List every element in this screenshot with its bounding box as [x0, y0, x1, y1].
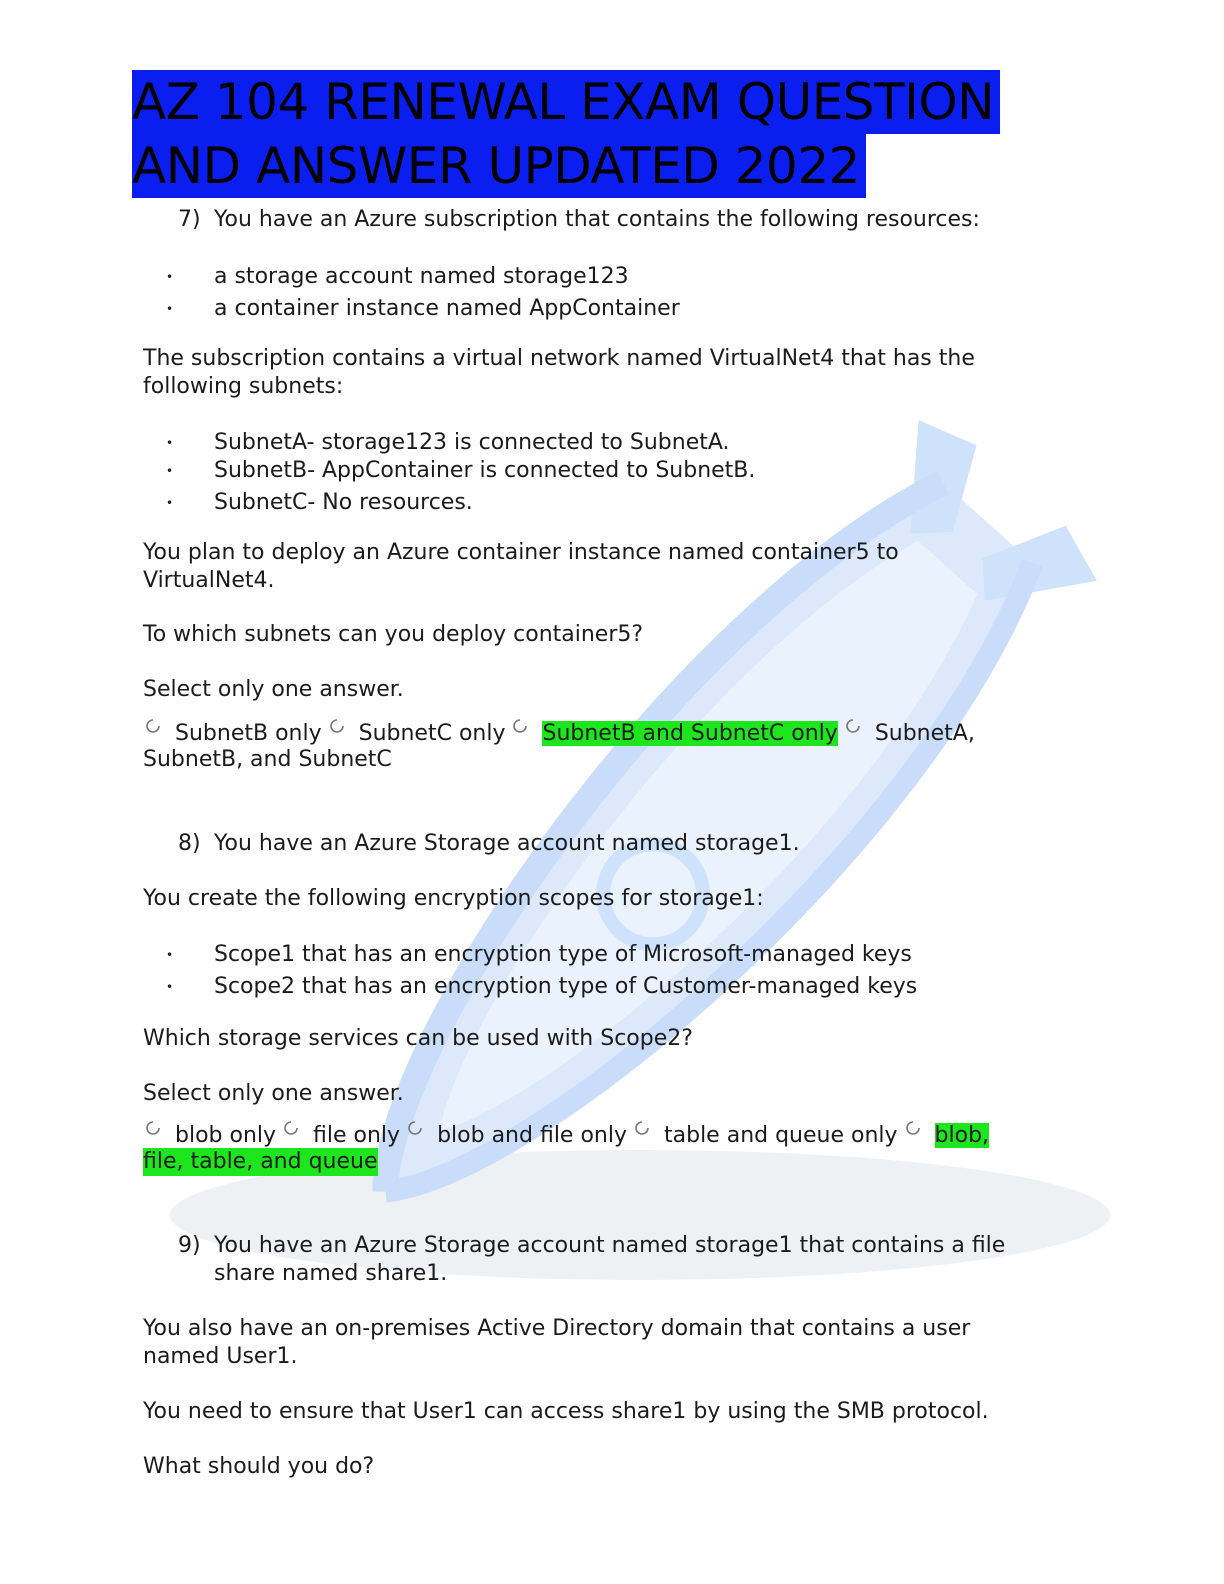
- radio-button-icon[interactable]: [407, 1120, 423, 1136]
- question-9-text: share named share1.: [214, 1261, 448, 1286]
- resource-item: a storage account named storage123: [214, 264, 629, 289]
- paragraph-line: following subnets:: [143, 374, 344, 399]
- resource-item: a container instance named AppContainer: [214, 296, 680, 321]
- radio-button-icon[interactable]: [845, 718, 861, 734]
- option-label: table and queue only: [664, 1123, 898, 1148]
- page-title-line-2: AND ANSWER UPDATED 2022: [132, 134, 866, 198]
- question-7-prompt: To which subnets can you deploy container5?: [143, 622, 644, 647]
- option-label: file only: [313, 1123, 401, 1148]
- radio-button-icon[interactable]: [905, 1120, 921, 1136]
- correct-answer-highlight: SubnetB and SubnetC only: [542, 721, 838, 746]
- paragraph-line: You need to ensure that User1 can access share1 by using the SMB protocol.: [143, 1399, 989, 1424]
- option-label: SubnetC only: [358, 721, 506, 746]
- bullet-icon: •: [166, 980, 174, 994]
- scope-item: Scope1 that has an encryption type of Microsoft-managed keys: [214, 942, 912, 967]
- question-9-text: You have an Azure Storage account named storage1 that contains a file: [214, 1233, 1006, 1258]
- bullet-icon: •: [166, 270, 174, 284]
- radio-button-icon[interactable]: [145, 1120, 161, 1136]
- question-9-number: 9): [178, 1233, 201, 1258]
- question-8-prompt: Which storage services can be used with Scope2?: [143, 1026, 693, 1051]
- paragraph-line: named User1.: [143, 1344, 298, 1369]
- option-label: SubnetA,: [874, 721, 975, 746]
- correct-answer-highlight: blob,: [934, 1123, 990, 1148]
- bullet-icon: •: [166, 436, 174, 450]
- subnet-item: SubnetB- AppContainer is connected to SubnetB.: [214, 458, 756, 483]
- paragraph-line: You plan to deploy an Azure container instance named container5 to: [143, 540, 899, 565]
- answer-options-q8: [145, 1120, 989, 1150]
- correct-answer-highlight-continued: file, table, and queue: [143, 1149, 378, 1174]
- option-label: SubnetB only: [175, 721, 322, 746]
- option-label-continued: SubnetB, and SubnetC: [143, 747, 392, 772]
- radio-button-icon[interactable]: [145, 718, 161, 734]
- question-9-prompt: What should you do?: [143, 1454, 375, 1479]
- select-instruction: Select only one answer.: [143, 1081, 404, 1106]
- option-label: blob only: [175, 1123, 277, 1148]
- option-label: blob and file only: [437, 1123, 627, 1148]
- scope-item: Scope2 that has an encryption type of Customer-managed keys: [214, 974, 918, 999]
- subnet-item: SubnetA- storage123 is connected to SubnetA.: [214, 430, 730, 455]
- bullet-icon: •: [166, 302, 174, 316]
- bullet-icon: •: [166, 948, 174, 962]
- subnet-item: SubnetC- No resources.: [214, 490, 473, 515]
- question-8-number: 8): [178, 831, 201, 856]
- page-title-line-1: AZ 104 RENEWAL EXAM QUESTION: [132, 70, 1000, 134]
- radio-button-icon[interactable]: [329, 718, 345, 734]
- bullet-icon: •: [166, 464, 174, 478]
- paragraph-line: You create the following encryption scopes for storage1:: [143, 886, 764, 911]
- question-7-number: 7): [178, 207, 201, 232]
- paragraph-line: VirtualNet4.: [143, 568, 275, 593]
- paragraph-line: The subscription contains a virtual network named VirtualNet4 that has the: [143, 346, 975, 371]
- question-7-text: You have an Azure subscription that contains the following resources:: [214, 207, 980, 232]
- answer-options-q7: [145, 718, 975, 748]
- radio-button-icon[interactable]: [283, 1120, 299, 1136]
- question-8-text: You have an Azure Storage account named storage1.: [214, 831, 800, 856]
- radio-button-icon[interactable]: [634, 1120, 650, 1136]
- paragraph-line: You also have an on-premises Active Directory domain that contains a user: [143, 1316, 971, 1341]
- select-instruction: Select only one answer.: [143, 677, 404, 702]
- radio-button-icon[interactable]: [512, 718, 528, 734]
- bullet-icon: •: [166, 496, 174, 510]
